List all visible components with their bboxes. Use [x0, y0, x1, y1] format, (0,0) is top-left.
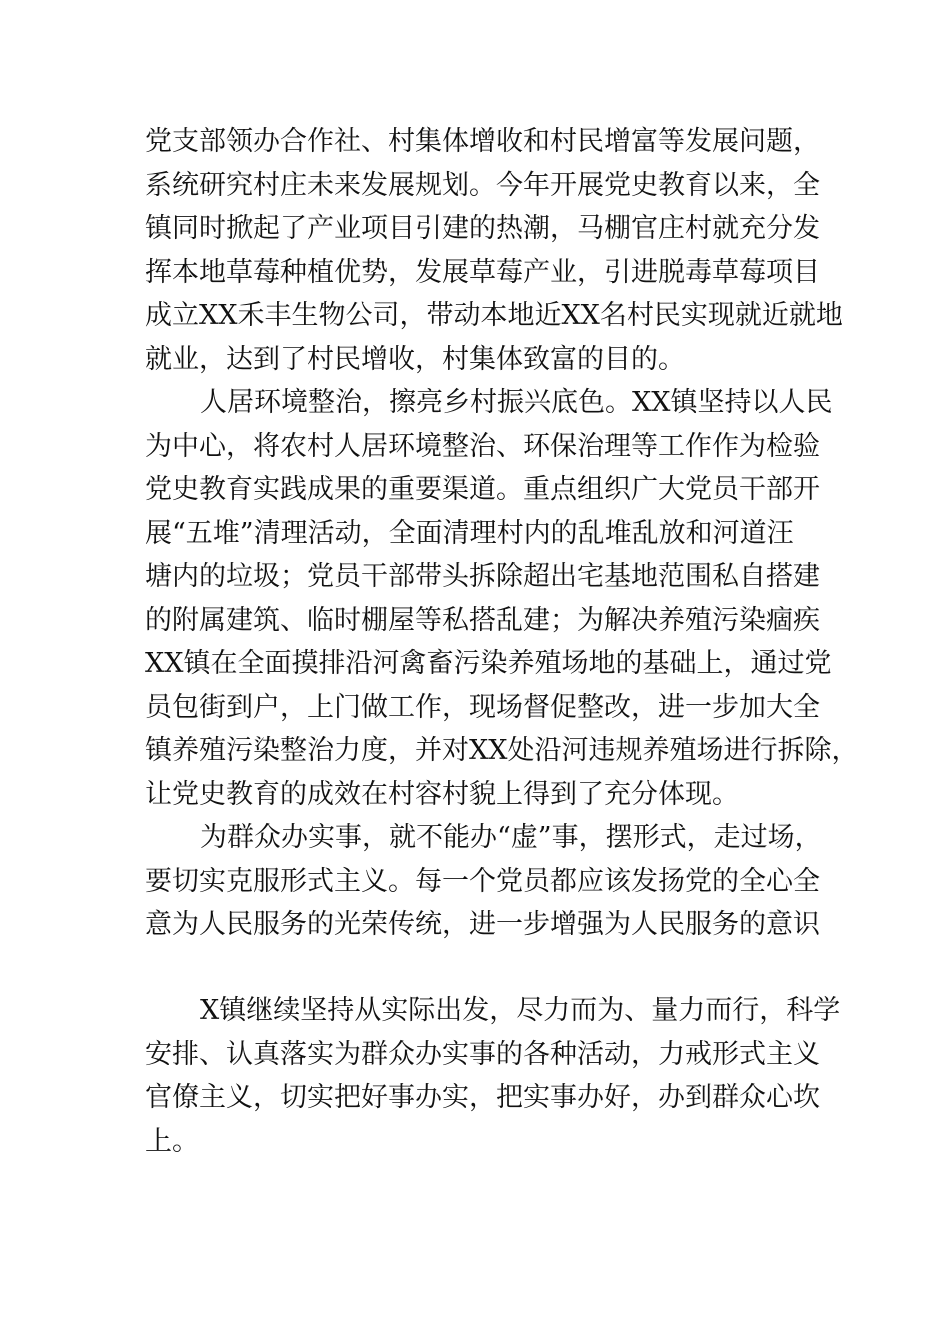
paragraph-2-line-7: XX镇在全面摸排沿河禽畜污染养殖场地的基础上，通过党 [145, 648, 832, 679]
paragraph-2-line-8: 员包街到户，上门做工作，现场督促整改，进一步加大全 [145, 692, 820, 723]
paragraph-2-line-2: 为中心，将农村人居环境整治、环保治理等工作作为检验 [145, 431, 820, 462]
paragraph-2-line-5: 塘内的垃圾；党员干部带头拆除超出宅基地范围私自搭建 [145, 561, 820, 592]
paragraph-1-line-3: 镇同时掀起了产业项目引建的热潮，马棚官庄村就充分发 [145, 213, 820, 244]
paragraph-4-line-1: X镇继续坚持从实际出发，尽力而为、量力而行，科学 [200, 995, 841, 1026]
paragraph-1-line-1: 党支部领办合作社、村集体增收和村民增富等发展问题， [145, 126, 820, 157]
paragraph-3-line-2: 要切实克服形式主义。每一个党员都应该发扬党的全心全 [145, 866, 820, 897]
paragraph-3-line-3: 意为人民服务的光荣传统，进一步增强为人民服务的意识 [145, 909, 820, 940]
paragraph-2-line-6: 的附属建筑、临时棚屋等私搭乱建；为解决养殖污染痼疾 [145, 605, 820, 636]
paragraph-1-line-2: 系统研究村庄未来发展规划。今年开展党史教育以来，全 [145, 170, 820, 201]
paragraph-2-line-4: 展“五堆”清理活动，全面清理村内的乱堆乱放和河道汪 [145, 518, 794, 549]
paragraph-2-line-9: 镇养殖污染整治力度，并对XX处沿河违规养殖场进行拆除， [145, 735, 859, 766]
paragraph-2-line-1: 人居环境整治，擦亮乡村振兴底色。XX镇坚持以人民 [200, 387, 833, 418]
paragraph-2-line-10: 让党史教育的成效在村容村貌上得到了充分体现。 [145, 779, 739, 810]
paragraph-1-line-6: 就业，达到了村民增收，村集体致富的目的。 [145, 344, 685, 375]
paragraph-4-line-2: 安排、认真落实为群众办实事的各种活动，力戒形式主义 [145, 1039, 820, 1070]
paragraph-4-line-3: 官僚主义，切实把好事办实，把实事办好，办到群众心坎 [145, 1082, 820, 1113]
paragraph-3-line-1: 为群众办实事，就不能办“虚”事，摆形式，走过场， [200, 822, 822, 853]
paragraph-1-line-4: 挥本地草莓种植优势，发展草莓产业，引进脱毒草莓项目 [145, 257, 820, 288]
paragraph-1-line-5: 成立XX禾丰生物公司，带动本地近XX名村民实现就近就地 [145, 300, 843, 331]
paragraph-4-line-4: 上。 [145, 1126, 199, 1157]
paragraph-2-line-3: 党史教育实践成果的重要渠道。重点组织广大党员干部开 [145, 474, 820, 505]
